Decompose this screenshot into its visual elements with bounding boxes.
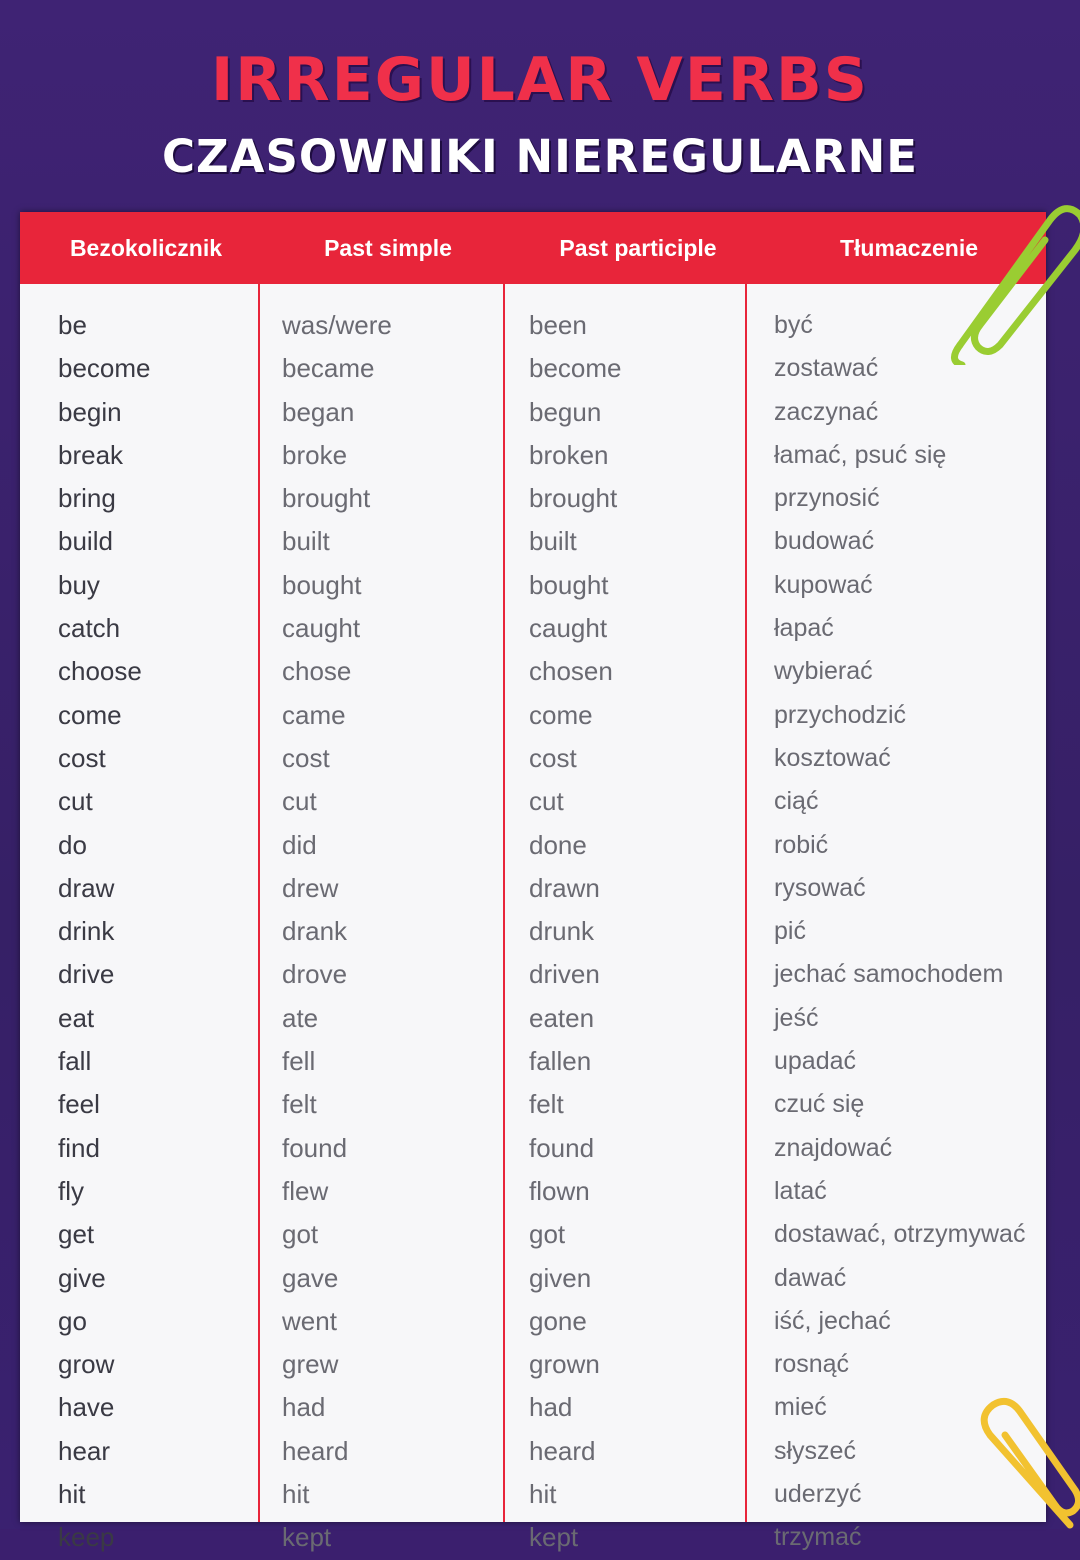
past-simple-cell: had	[282, 1392, 326, 1423]
infinitive-cell: choose	[58, 656, 142, 687]
translation-cell: kosztować	[774, 743, 891, 772]
past-simple-cell: was/were	[282, 310, 392, 340]
past-participle-cell: had	[529, 1392, 573, 1423]
translation-cell: rosnąć	[774, 1350, 850, 1379]
infinitive-cell: cost	[58, 742, 106, 773]
infinitive-cell: catch	[58, 613, 121, 644]
past-simple-cell: came	[282, 699, 346, 730]
infinitive-cell: grow	[58, 1349, 115, 1380]
past-participle-column	[529, 304, 622, 1560]
past-simple-cell: ate	[282, 1002, 319, 1033]
infinitive-cell: hear	[58, 1435, 111, 1466]
past-participle-cell: been	[529, 310, 587, 340]
infinitive-cell: begin	[58, 396, 122, 427]
infinitive-cell: drive	[58, 959, 115, 990]
past-simple-cell: flew	[282, 1175, 329, 1206]
translation-cell: przynosić	[774, 484, 880, 513]
header-past-simple: Past simple	[324, 234, 452, 261]
translation-cell: być	[774, 311, 813, 339]
translation-cell: zaczynać	[774, 397, 879, 426]
infinitive-cell: have	[58, 1392, 115, 1423]
table-header	[20, 212, 1046, 284]
past-participle-cell: come	[529, 699, 593, 730]
past-simple-cell: became	[282, 353, 375, 384]
past-simple-cell: caught	[282, 613, 361, 644]
translation-cell: ciąć	[774, 787, 819, 816]
past-participle-cell: kept	[529, 1522, 579, 1553]
past-simple-cell: found	[282, 1132, 348, 1163]
past-simple-cell: built	[282, 526, 330, 557]
past-simple-cell: cut	[282, 786, 317, 817]
past-simple-cell: gave	[282, 1262, 339, 1293]
past-participle-cell: given	[529, 1262, 592, 1293]
past-participle-cell: begun	[529, 396, 602, 427]
header-past-participle: Past participle	[559, 234, 717, 261]
past-simple-cell: drew	[282, 872, 339, 903]
translation-cell: mieć	[774, 1393, 827, 1422]
translation-cell: pić	[774, 917, 806, 946]
infinitive-cell: buy	[58, 569, 100, 600]
past-participle-cell: built	[529, 526, 577, 557]
page-title: IRREGULAR VERBS	[210, 45, 869, 115]
translation-cell: przychodzić	[774, 700, 906, 729]
infinitive-cell: get	[58, 1219, 95, 1250]
past-simple-cell: bought	[282, 569, 362, 600]
past-simple-cell: got	[282, 1219, 319, 1250]
column-divider	[745, 284, 747, 1522]
past-participle-cell: hit	[529, 1479, 557, 1510]
past-participle-cell: found	[529, 1132, 595, 1163]
past-participle-cell: chosen	[529, 656, 613, 687]
header-translation: Tłumaczenie	[839, 234, 979, 261]
past-participle-cell: fallen	[529, 1046, 592, 1077]
past-participle-cell: flown	[529, 1175, 590, 1206]
past-simple-cell: began	[282, 396, 355, 427]
translation-column	[774, 304, 1025, 1560]
past-participle-cell: brought	[529, 483, 618, 514]
infinitive-cell: keep	[58, 1522, 115, 1553]
translation-cell: latać	[774, 1176, 827, 1205]
past-simple-cell: grew	[282, 1349, 339, 1380]
past-simple-cell: brought	[282, 483, 371, 514]
past-participle-cell: heard	[529, 1435, 596, 1466]
infinitive-column	[58, 304, 151, 1560]
past-participle-cell: cost	[529, 742, 577, 773]
translation-cell: słyszeć	[774, 1436, 856, 1465]
translation-cell: wybierać	[774, 657, 873, 686]
infinitive-cell: do	[58, 829, 87, 860]
translation-cell: jechać samochodem	[774, 960, 1004, 989]
past-simple-cell: broke	[282, 439, 348, 470]
translation-cell: budować	[774, 527, 875, 556]
infinitive-cell: hit	[58, 1479, 86, 1510]
translation-cell: znajdować	[774, 1133, 893, 1162]
infinitive-cell: fly	[58, 1175, 84, 1206]
infinitive-cell: feel	[58, 1089, 100, 1120]
paperclip-yellow-icon	[975, 1395, 1080, 1529]
past-simple-cell: fell	[282, 1046, 316, 1077]
translation-cell: łamać, psuć się	[774, 440, 947, 469]
infinitive-cell: build	[58, 526, 113, 557]
past-participle-cell: drunk	[529, 916, 595, 947]
past-simple-cell: hit	[282, 1479, 310, 1510]
past-participle-cell: bought	[529, 569, 609, 600]
infinitive-cell: draw	[58, 872, 115, 903]
infinitive-cell: eat	[58, 1002, 95, 1033]
translation-cell: zostawać	[774, 354, 879, 383]
page-subtitle: CZASOWNIKI NIEREGULARNE	[161, 130, 919, 183]
translation-cell: robić	[774, 830, 829, 859]
past-simple-cell: heard	[282, 1435, 349, 1466]
past-participle-cell: eaten	[529, 1002, 595, 1033]
past-simple-column	[282, 304, 392, 1560]
past-participle-cell: caught	[529, 613, 608, 644]
infinitive-cell: give	[58, 1262, 106, 1293]
translation-cell: rysować	[774, 873, 866, 902]
past-simple-cell: drank	[282, 916, 348, 947]
past-simple-cell: drove	[282, 959, 348, 990]
translation-cell: dostawać, otrzymywać	[774, 1220, 1026, 1249]
infinitive-cell: break	[58, 439, 124, 470]
infinitive-cell: bring	[58, 483, 116, 514]
past-simple-cell: went	[282, 1305, 337, 1336]
translation-cell: uderzyć	[774, 1480, 862, 1509]
translation-cell: dawać	[774, 1263, 847, 1292]
column-divider	[258, 284, 260, 1522]
infinitive-cell: come	[58, 699, 122, 730]
past-participle-cell: grown	[529, 1349, 600, 1380]
past-simple-cell: chose	[282, 656, 352, 687]
past-participle-cell: become	[529, 353, 622, 384]
column-divider	[503, 284, 505, 1522]
past-participle-cell: done	[529, 829, 587, 860]
past-participle-cell: drawn	[529, 872, 600, 903]
past-simple-cell: felt	[282, 1089, 317, 1120]
infinitive-cell: find	[58, 1132, 100, 1163]
translation-cell: upadać	[774, 1047, 857, 1076]
verb-table	[20, 212, 1046, 1553]
translation-cell: czuć się	[774, 1090, 865, 1119]
infinitive-cell: drink	[58, 916, 115, 947]
past-simple-cell: did	[282, 829, 317, 860]
past-participle-cell: gone	[529, 1305, 587, 1336]
infinitive-cell: cut	[58, 786, 93, 817]
header-infinitive: Bezokolicznik	[69, 234, 223, 261]
past-simple-cell: cost	[282, 742, 330, 773]
translation-cell: kupować	[774, 570, 873, 599]
past-participle-cell: felt	[529, 1089, 564, 1120]
translation-cell: łapać	[774, 614, 834, 643]
translation-cell: jeść	[774, 1003, 819, 1032]
infinitive-cell: be	[58, 310, 87, 340]
translation-cell: trzymać	[774, 1523, 862, 1552]
past-participle-cell: got	[529, 1219, 566, 1250]
past-participle-cell: driven	[529, 959, 600, 990]
infinitive-cell: fall	[58, 1046, 92, 1077]
past-simple-cell: kept	[282, 1522, 332, 1553]
past-participle-cell: cut	[529, 786, 564, 817]
past-participle-cell: broken	[529, 439, 609, 470]
paperclip-green-icon	[940, 195, 1080, 365]
infinitive-cell: become	[58, 353, 151, 384]
infinitive-cell: go	[58, 1305, 87, 1336]
translation-cell: iść, jechać	[774, 1306, 891, 1335]
